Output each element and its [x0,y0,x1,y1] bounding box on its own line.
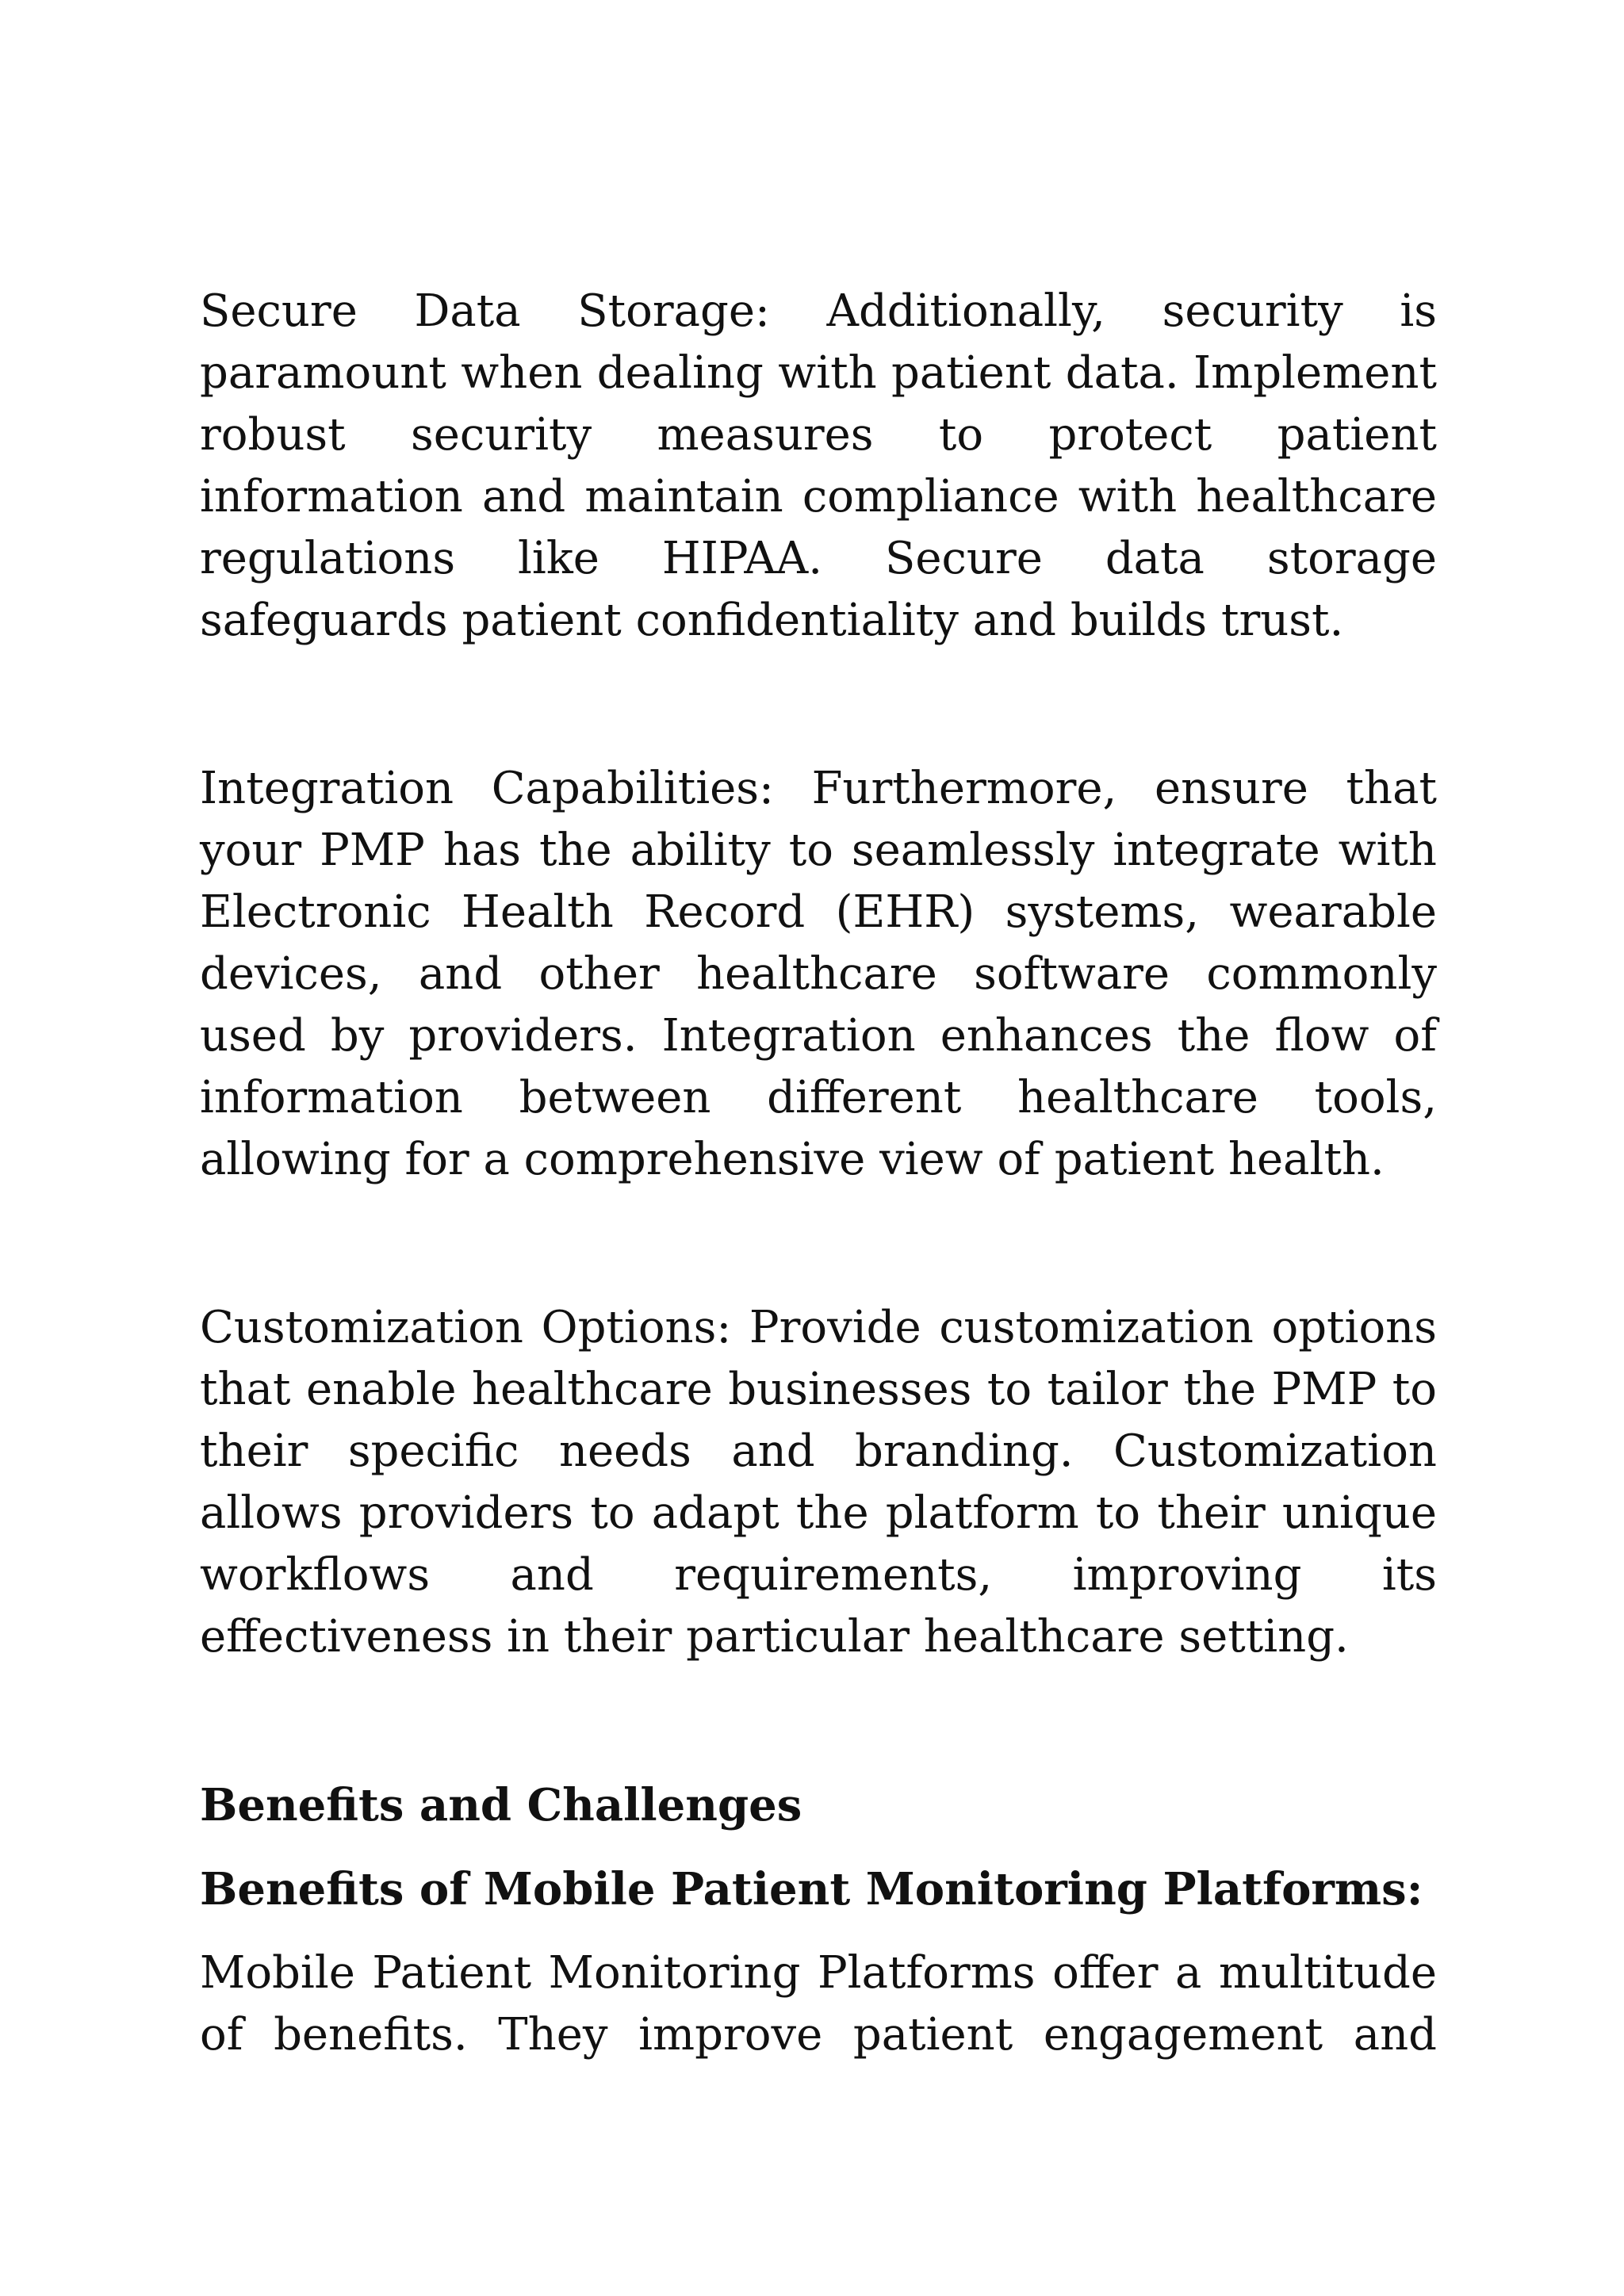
paragraph-integration-capabilities: Integration Capabilities: Furthermore, ensure that your PMP has the ability to seamlessly integrate with Electronic Health Record (EHR) systems, wearable devices, and other healthcare software commonly used by providers. Integration enhances the flow of information between different healthcare tools, allowing for a comprehensive view of patient health. [200,763,1437,1185]
paragraph-benefits-intro: Mobile Patient Monitoring Platforms offer a multitude of benefits. They improve patient engagement and [200,1947,1437,2061]
paragraph-customization-options: Customization Options: Provide customization options that enable healthcare businesses to tailor the PMP to their specific needs and branding. Customization allows providers to adapt the platform to their unique workflows and requirements, improving its effectiveness in their particular healthcare setting. [200,1302,1437,1663]
document-body [200,281,1437,2066]
section-heading: Benefits and Challenges [200,1779,802,1831]
paragraph-secure-data-storage: Secure Data Storage: Additionally, security is paramount when dealing with patient data. Implement robust security measures to protect patient information and maintain compliance with healthcare regulations like HIPAA. Secure data storage safeguards patient confidentiality and builds trust. [200,285,1437,646]
section-subheading: Benefits of Mobile Patient Monitoring Platforms: [200,1863,1423,1915]
